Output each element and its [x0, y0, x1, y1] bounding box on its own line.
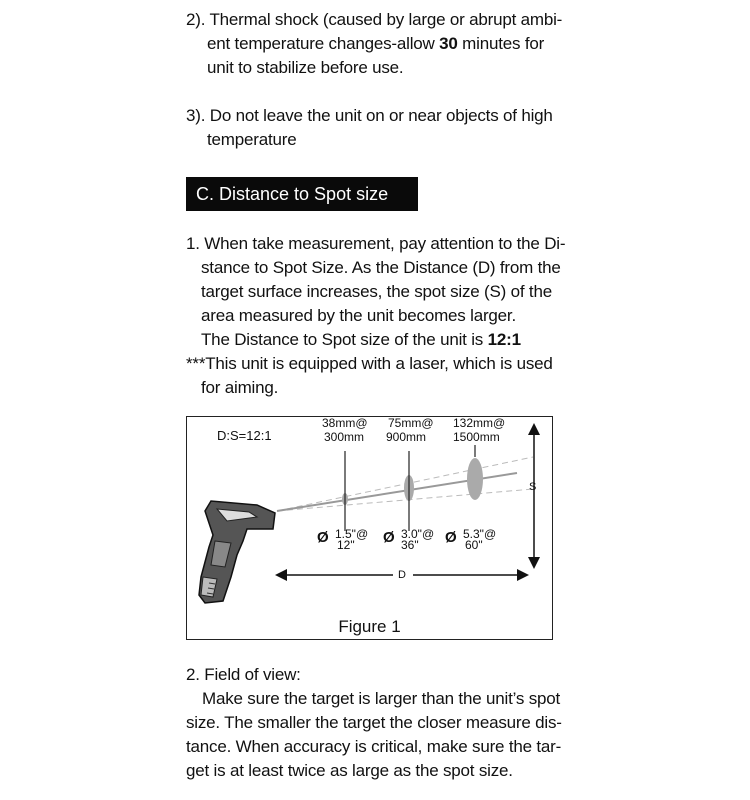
spot2-bottom: 900mm — [386, 430, 427, 444]
inch3-bottom: 60" — [465, 538, 483, 552]
para1-line5 — [201, 328, 521, 352]
inch1-top: 1.5"@ — [335, 527, 369, 541]
s-label: S — [529, 481, 537, 493]
para1-line6: ***This unit is equipped with a laser, which is used — [186, 354, 553, 373]
para2-line4: get is at least twice as large as the spot size. — [186, 761, 513, 780]
item3-line2: temperature — [207, 130, 297, 149]
inch1-bottom: 12" — [337, 538, 355, 552]
diameter-icon-1: Ø — [317, 529, 329, 546]
para1-line4: area measured by the unit becomes larger. — [201, 306, 516, 325]
item2-line2 — [207, 32, 544, 56]
para1-line5-bold: 12:1 — [487, 330, 521, 349]
para1-line1: 1. When take measurement, pay attention to the Di- — [186, 234, 566, 253]
diameter-icon-3: Ø — [445, 529, 457, 546]
para2-line3: tance. When accuracy is critical, make sure the tar- — [186, 737, 562, 756]
para1-line3: target surface increases, the spot size (S) of the — [201, 282, 552, 301]
spot1-bottom: 300mm — [324, 430, 365, 444]
figure-caption: Figure 1 — [338, 617, 401, 636]
item2-line2-bold: 30 — [439, 34, 458, 53]
para1-line7: for aiming. — [201, 378, 279, 397]
para2-title: 2. Field of view: — [186, 665, 301, 684]
diameter-icon-2: Ø — [383, 529, 395, 546]
item2-line3: unit to stabilize before use. — [207, 58, 404, 77]
item3-line1: 3). Do not leave the unit on or near objects of high — [186, 106, 553, 125]
thermometer-icon — [199, 501, 275, 603]
item2-line2-post: minutes for — [457, 34, 545, 53]
figure-1 — [186, 416, 553, 640]
spot3-bottom: 1500mm — [453, 430, 500, 444]
spot2-top: 75mm@ — [388, 416, 434, 430]
d-label: D — [398, 569, 406, 581]
inch3-top: 5.3"@ — [463, 527, 497, 541]
para1-line2: stance to Spot Size. As the Distance (D) from the — [201, 258, 561, 277]
spot-3 — [467, 458, 483, 500]
para2-line2: size. The smaller the target the closer measure dis- — [186, 713, 562, 732]
inch2-bottom: 36" — [401, 538, 419, 552]
s-arrow — [528, 423, 540, 569]
para1-line5-pre: The Distance to Spot size of the unit is — [201, 330, 488, 349]
spot3-top: 132mm@ — [453, 416, 506, 430]
figure-drawing — [187, 417, 551, 638]
spot1-top: 38mm@ — [322, 416, 368, 430]
item2-line2-pre: ent temperature changes-allow — [207, 34, 440, 53]
section-heading: C. Distance to Spot size — [186, 177, 418, 211]
para2-line1: Make sure the target is larger than the unit’s spot — [202, 689, 561, 708]
inch2-top: 3.0"@ — [401, 527, 435, 541]
ratio-label: D:S=12:1 — [217, 428, 272, 443]
item2-line1: 2). Thermal shock (caused by large or abrupt ambi- — [186, 10, 563, 29]
